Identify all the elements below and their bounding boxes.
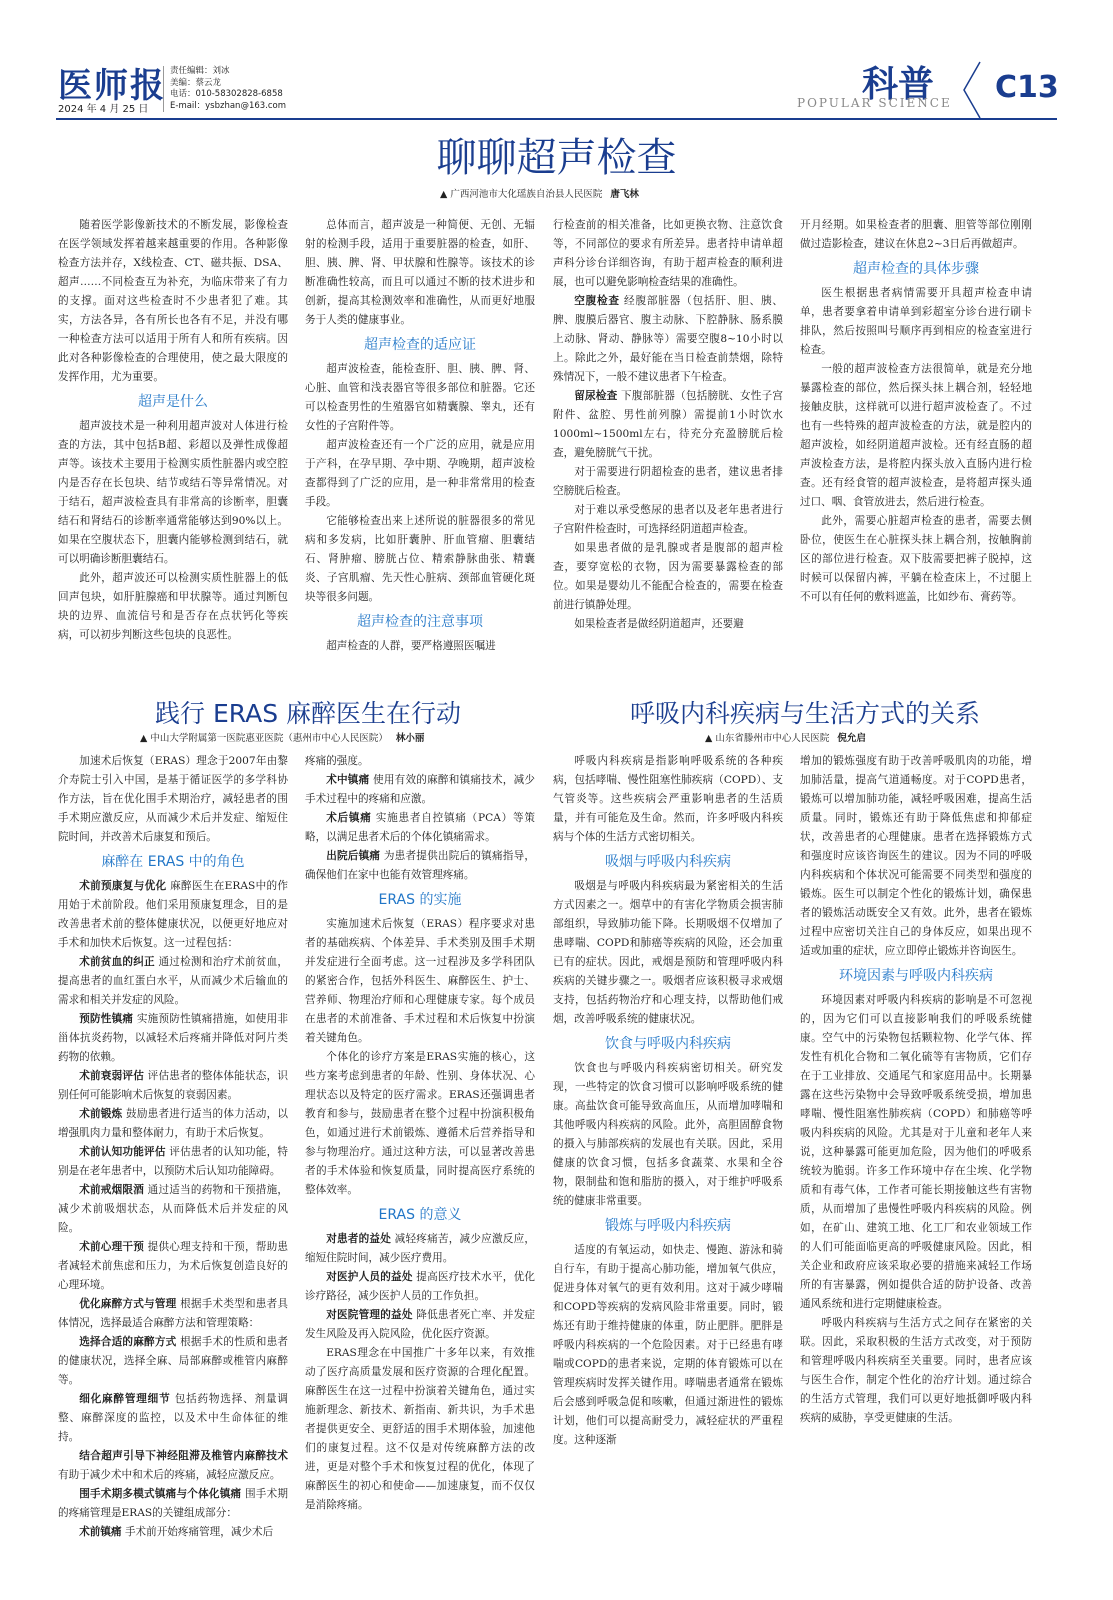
keyword: 术前心理干预 bbox=[79, 1241, 145, 1253]
paragraph bbox=[305, 847, 535, 885]
paragraph bbox=[58, 1067, 288, 1105]
keyword: 围手术期多模式镇痛与个体化镇痛 bbox=[79, 1488, 242, 1500]
editor-line: 责任编辑：刘冰 bbox=[170, 66, 230, 76]
paragraph bbox=[305, 1306, 535, 1344]
paragraph-text: 有助于减少术中和术后的疼痛，减轻应激反应。 bbox=[58, 1469, 281, 1481]
keyword: 结合超声引导下神经阻滞及椎管内麻醉技术 bbox=[79, 1450, 288, 1462]
paragraph: 一般的超声波检查方法很简单，就是充分地暴露检查的部位，然后探头抹上耦合剂，轻轻地接触皮肤，这样就可以进行超声波检查了。不过也有一些特殊的超声波检查的方法，就是腔内的超声波检，如经阴道超声波检。还有经直肠的超声波检查方法，是将腔内探头放入直肠内进行检查。还有经食管的超声波检查，是将超声探头通过口、咽、食管放进去，然后进行检查。 bbox=[800, 363, 1032, 508]
keyword: 术前认知功能评估 bbox=[79, 1146, 166, 1158]
paragraph: 超声波检查，能检查肝、胆、胰、脾、肾、心脏、血管和浅表器官等很多部位和脏器。它还可以检查男性的生殖器官如精囊腺、睾丸，还有女性的子宫附件等。 bbox=[305, 363, 535, 432]
paragraph bbox=[58, 1238, 288, 1295]
paragraph-text: 为患者提供出院后的镇痛指导，确保他们在家中也能有效管理疼痛。 bbox=[305, 850, 535, 881]
editor-info bbox=[163, 66, 286, 112]
paragraph bbox=[58, 953, 288, 1010]
paragraph-text: 围手术期的疼痛管理是ERAS的关键组成部分： bbox=[58, 1488, 288, 1519]
paragraph: 此外，需要心脏超声检查的患者，需要去侧卧位，使医生在心脏探头抹上耦合剂，按触胸前区的部位进行检查。双下肢需要把裤子脱掉，这时候可以保留内裤，平躺在检查床上，不过腿上不可以有任何的敷料遮盖，比如纱布、膏药等。 bbox=[800, 515, 1032, 603]
paragraph-text: 经腹部脏器（包括肝、胆、胰、脾、腹膜后器官、腹主动脉、下腔静脉、肠系膜上动脉、肾动、静脉等）需要空腹8~10小时以上。除此之外，最好能在当日检查前禁烟，除特殊情况下，一般不建议患者下午检查。 bbox=[553, 295, 783, 383]
paragraph: 呼吸内科疾病与生活方式之间存在紧密的关联。因此，采取积极的生活方式改变，对于预防和管理呼吸内科疾病至关重要。同时，患者应该与医生合作，制定个性化的治疗计划。通过综合的生活方式管理，我们可以更好地抵御呼吸内科疾病的威胁，享受更健康的生活。 bbox=[800, 1317, 1032, 1424]
paragraph bbox=[553, 387, 783, 463]
paragraph bbox=[305, 771, 535, 809]
keyword: 术前锻炼 bbox=[79, 1108, 123, 1120]
paragraph bbox=[58, 1105, 288, 1143]
paragraph bbox=[553, 292, 783, 387]
subheading: ERAS 的意义 bbox=[378, 1207, 462, 1223]
article-title: 呼吸内科疾病与生活方式的关系 bbox=[630, 699, 981, 728]
article-byline bbox=[140, 730, 424, 744]
byline-org: ▲ 广西河池市大化瑶族自治县人民医院 bbox=[440, 189, 603, 200]
paragraph bbox=[305, 1268, 535, 1306]
subheading: 超声检查的具体步骤 bbox=[853, 261, 979, 277]
paragraph: 如果患者做的是乳腺或者是腹部的超声检查，要穿宽松的衣物，因为需要暴露检查的部位。如果是婴幼儿不能配合检查的，需要在检查前进行镇静处理。 bbox=[553, 542, 783, 611]
article-column bbox=[305, 216, 535, 686]
keyword: 选择合适的麻醉方式 bbox=[79, 1336, 177, 1348]
paragraph-text: 下腹部脏器（包括膀胱、女性子宫附件、盆腔、男性前列腺）需提前1小时饮水1000ml~1500ml左右，待充分充盈膀胱后检查，避免膀胱气干扰。 bbox=[553, 390, 783, 459]
keyword: 对医护人员的益处 bbox=[326, 1271, 413, 1283]
keyword: 预防性镇痛 bbox=[79, 1013, 134, 1025]
paragraph: 对于难以承受憋尿的患者以及老年患者进行子宫附件检查时，可选择经阴道超声检查。 bbox=[553, 504, 783, 535]
paragraph-text: 通过检测和治疗术前贫血，提高患者的血红蛋白水平，从而减少术后输血的需求和相关并发症的风险。 bbox=[58, 956, 288, 1006]
article-column bbox=[800, 752, 1032, 1552]
paragraph: 超声检查的人群，要严格遵照医嘱进 bbox=[326, 640, 496, 652]
paragraph bbox=[58, 877, 288, 953]
paragraph-text: 减轻疼痛苦，减少应激反应，缩短住院时间，减少医疗费用。 bbox=[305, 1233, 535, 1264]
paragraph-text: 提高医疗技术水平，优化诊疗路径，减少医护人员的工作负担。 bbox=[305, 1271, 535, 1302]
article-byline bbox=[705, 730, 866, 744]
section-name: 科普 bbox=[862, 64, 935, 105]
subheading: 麻醉在 ERAS 中的角色 bbox=[101, 854, 245, 870]
paragraph: 个体化的诊疗方案是ERAS实施的核心，这些方案考虑到患者的年龄、性别、身体状况、心理状态以及特定的医疗需求。ERAS还强调患者教育和参与，鼓励患者在整个过程中扮演积极角色，如通过进行术前锻炼、遵循术后营养指导和参与物理治疗。通过这种方法，可以显著改善患者的手术体验和恢复质量，同时提高医疗系统的整体效率。 bbox=[305, 1051, 535, 1196]
byline-author: 林小丽 bbox=[395, 733, 425, 744]
header-rule bbox=[56, 118, 1057, 120]
paragraph-text: 评估患者的认知功能，特别是在老年患者中，以预防术后认知功能障碍。 bbox=[58, 1146, 288, 1177]
paragraph: 此外，超声波还可以检测实质性脏器上的低回声包块，如肝脏腺癌和甲状腺等。通过判断包块的边界、血流信号和是否存在点状钙化等疾病，可以初步判断这些包块的良恶性。 bbox=[58, 572, 288, 641]
paragraph-text: 实施预防性镇痛措施，如使用非甾体抗炎药物，以减轻术后疼痛并降低对阿片类药物的依赖。 bbox=[58, 1013, 288, 1063]
paragraph-text: 评估患者的整体体能状态，识别任何可能影响术后恢复的衰弱因素。 bbox=[58, 1070, 288, 1101]
paragraph: 它能够检查出来上述所说的脏器很多的常见病和多发病，比如肝囊肿、肝血管瘤、胆囊结石、肾肿瘤、膀胱占位、精索静脉曲张、精囊炎、子宫肌瘤、先天性心脏病、颈部血管硬化斑块等很多问题。 bbox=[305, 515, 535, 603]
paragraph: 疼痛的强度。 bbox=[305, 755, 369, 767]
paragraph-text: 降低患者死亡率、并发症发生风险及再入院风险，优化医疗资源。 bbox=[305, 1309, 535, 1340]
keyword: 术前贫血的纠正 bbox=[79, 956, 155, 968]
paragraph-text: 鼓励患者进行适当的体力活动，以增强肌肉力量和整体耐力，有助于术后恢复。 bbox=[58, 1108, 288, 1139]
paragraph: 开月经期。如果检查者的胆囊、胆管等部位刚刚做过造影检查，建议在休息2~3日后再做超声。 bbox=[800, 219, 1032, 250]
paragraph: 对于需要进行阴超检查的患者，建议患者排空膀胱后检查。 bbox=[553, 466, 783, 497]
paragraph bbox=[58, 1390, 288, 1447]
paragraph: 随着医学影像新技术的不断发展，影像检查在医学领域发挥着越来越重要的作用。各种影像检查方法并存，X线检查、CT、磁共振、DSA、超声……不同检查互为补充，为临床带来了有力的支撑。面对这些检查时不少患者犯了难。其实，方法各异，各有所长也各有不足，并没有哪一种检查方法可以适用于所有人和所有疾病。因此对各种影像检查的合理使用，使之最大限度的发挥作用，尤为重要。 bbox=[58, 219, 288, 383]
article-column bbox=[800, 216, 1032, 686]
keyword: 术中镇痛 bbox=[326, 774, 370, 786]
paragraph: 环境因素对呼吸内科疾病的影响是不可忽视的，因为它们可以直接影响我们的呼吸系统健康。空气中的污染物包括颗粒物、化学气体、挥发性有机化合物和二氧化硫等有害物质，它们存在于工业排放、交通尾气和家庭用品中。长期暴露在这些污染物中会导致呼吸系统受损，增加患哮喘、慢性阻塞性肺疾病（COPD）和肺癌等呼吸内科疾病的风险。尤其是对于儿童和老年人来说，这种暴露可能更加危险，因为他们的呼吸系统较为脆弱。许多工作环境中存在尘埃、化学物质和有毒气体，工作者可能长期接触这些有害物质，从而增加了患慢性呼吸内科疾病的风险。例如，在矿山、建筑工地、化工厂和农业领域工作的人们可能面临更高的呼吸健康风险。因此，相关企业和政府应该采取必要的措施来减轻工作场所的有害暴露，例如提供合适的防护设备、改善通风系统和进行定期健康检查。 bbox=[800, 994, 1032, 1310]
subheading: 超声检查的适应证 bbox=[364, 337, 476, 353]
article-byline bbox=[440, 186, 639, 200]
keyword: 术前预康复与优化 bbox=[79, 880, 167, 892]
keyword: 细化麻醉管理细节 bbox=[79, 1393, 171, 1405]
paragraph bbox=[58, 1485, 288, 1523]
paragraph-text: 手术前开始疼痛管理，减少术后 bbox=[124, 1526, 274, 1538]
paragraph bbox=[58, 1295, 288, 1333]
newspaper-logo: 医师报 bbox=[58, 66, 166, 106]
issue-date: 2024 年 4 月 25 日 bbox=[58, 104, 149, 115]
byline-author: 唐飞林 bbox=[610, 189, 639, 200]
paragraph bbox=[58, 1523, 288, 1542]
article-column bbox=[305, 752, 535, 1552]
paragraph: 超声波检查还有一个广泛的应用，就是应用于产科，在孕早期、孕中期、孕晚期，超声波检查都得到了广泛的应用，是一种非常常用的检查手段。 bbox=[305, 439, 535, 508]
paragraph-text: 通过适当的药物和干预措施，减少术前吸烟状态，从而降低术后并发症的风险。 bbox=[58, 1184, 288, 1234]
paragraph-text: 根据手术类型和患者具体情况，选择最适合麻醉方法和管理策略： bbox=[58, 1298, 288, 1329]
subheading: 超声检查的注意事项 bbox=[357, 614, 483, 630]
subheading: 锻炼与呼吸内科疾病 bbox=[605, 1218, 731, 1234]
paragraph: 吸烟是与呼吸内科疾病最为紧密相关的生活方式因素之一。烟草中的有害化学物质会损害肺部组织，导致肺功能下降。长期吸烟不仅增加了患哮喘、COPD和肺癌等疾病的风险，还会加重已有的症状。因此，戒烟是预防和管理呼吸内科疾病的关键步骤之一。吸烟者应该积极寻求戒烟支持，包括药物治疗和心理支持，以帮助他们戒烟，改善呼吸系统的健康状况。 bbox=[553, 880, 783, 1025]
bracket-decoration bbox=[960, 60, 982, 120]
subheading: 环境因素与呼吸内科疾病 bbox=[839, 968, 993, 984]
paragraph-text: 使用有效的麻醉和镇痛技术，减少手术过程中的疼痛和应激。 bbox=[305, 774, 535, 805]
paragraph bbox=[58, 1181, 288, 1238]
keyword: 术前戒烟限酒 bbox=[79, 1184, 145, 1196]
paragraph-text: 实施患者自控镇痛（PCA）等策略，以满足患者术后的个体化镇痛需求。 bbox=[305, 812, 535, 843]
paragraph: 适度的有氧运动，如快走、慢跑、游泳和骑自行车，有助于提高心肺功能，增加氧气供应，促进身体对氧气的更有效利用。这对于减少哮喘和COPD等疾病的发病风险非常重要。同时，锻炼还有助于维持健康的体重，防止肥胖。肥胖是呼吸内科疾病的一个危险因素。对于已经患有哮喘或COPD的患者来说，定期的体育锻炼可以在管理疾病时发挥关键作用。哮喘患者通常在锻炼后会感到呼吸急促和咳嗽，但通过渐进性的锻炼计划，他们可以提高耐受力，减轻症状的严重程度。这种逐渐 bbox=[553, 1244, 783, 1446]
paragraph-text: 根据手术的性质和患者的健康状况，选择全麻、局部麻醉或椎管内麻醉等。 bbox=[58, 1336, 288, 1386]
page-number: C13 bbox=[995, 70, 1059, 105]
subheading: 吸烟与呼吸内科疾病 bbox=[605, 854, 731, 870]
paragraph: 超声波技术是一种利用超声波对人体进行检查的方法，其中包括B超、彩超以及弹性成像超声等。该技术主要用于检测实质性脏器内或空腔内是否存在长包块、结节或结石等异常情况。对于结石，超声波检查具有非常高的诊断率，胆囊结石和肾结石的诊断率通常能够达到90%以上。如果在空腹状态下，胆囊内能够检测到结石，就可以明确诊断胆囊结石。 bbox=[58, 420, 288, 565]
keyword: 留尿检查 bbox=[574, 390, 618, 402]
paragraph bbox=[305, 1230, 535, 1268]
byline-author: 倪允启 bbox=[837, 733, 866, 744]
article-column bbox=[553, 216, 783, 686]
article-column bbox=[58, 216, 288, 686]
keyword: 出院后镇痛 bbox=[326, 850, 381, 862]
paragraph: 增加的锻炼强度有助于改善呼吸肌肉的功能，增加肺活量，提高气道通畅度。对于COPD患者，锻炼可以增加肺功能，减轻呼吸困难，提高生活质量。同时，锻炼还有助于降低焦虑和抑郁症状，改善患者的心理健康。患者在选择锻炼方式和强度时应该咨询医生的建议。因为不同的呼吸内科疾病和个体状况可能需要不同类型和强度的锻炼。医生可以制定个性化的锻炼计划，确保患者的锻炼活动既安全又有效。此外，患者在锻炼过程中应密切关注自己的身体反应，如果出现不适或加重的症状，应立即停止锻炼并咨询医生。 bbox=[800, 755, 1032, 957]
section-name-english: POPULAR SCIENCE bbox=[797, 96, 952, 110]
paragraph: 加速术后恢复（ERAS）理念于2007年由黎介寿院士引入中国，是基于循证医学的多学科协作方法，旨在优化围手术期治疗，减轻患者的围手术期应激反应，从而减少术后并发症、缩短住院时间，并改善术后康复和预后。 bbox=[58, 755, 288, 843]
article-title: 践行 ERAS 麻醉医生在行动 bbox=[155, 699, 462, 728]
keyword: 对医院管理的益处 bbox=[326, 1309, 413, 1321]
paragraph: 实施加速术后恢复（ERAS）程序要求对患者的基础疾病、个体差异、手术类别及围手术期并发症进行全面考虑。这一过程涉及多学科团队的紧密合作，包括外科医生、麻醉医生、护士、营养师、物理治疗师和心理健康专家。每个成员在患者的术前准备、手术过程和术后恢复中扮演着关键角色。 bbox=[305, 918, 535, 1044]
keyword: 优化麻醉方式与管理 bbox=[79, 1298, 177, 1310]
paragraph: 行检查前的相关准备，比如更换衣物、注意饮食等，不同部位的要求有所差异。患者持申请单超声科分诊台详细咨询，有助于超声检查的顺利进展，也可以避免影响检查结果的准确性。 bbox=[553, 219, 783, 288]
keyword: 空腹检查 bbox=[574, 295, 620, 307]
article-title: 聊聊超声检查 bbox=[436, 135, 677, 181]
paragraph: 呼吸内科疾病是指影响呼吸系统的各种疾病，包括哮喘、慢性阻塞性肺疾病（COPD）、支气管炎等。这些疾病会严重影响患者的生活质量，并有可能危及生命。然而，许多呼吸内科疾病与个体的生活方式密切相关。 bbox=[553, 755, 783, 843]
paragraph: 如果检查者是做经阴道超声，还要避 bbox=[574, 618, 744, 630]
subheading: 超声是什么 bbox=[138, 394, 208, 410]
paragraph bbox=[58, 1447, 288, 1485]
subheading: ERAS 的实施 bbox=[378, 892, 462, 908]
paragraph bbox=[58, 1010, 288, 1067]
paragraph bbox=[58, 1333, 288, 1390]
paragraph bbox=[305, 809, 535, 847]
article-column bbox=[58, 752, 288, 1552]
byline-org: ▲ 山东省滕州市中心人民医院 bbox=[705, 733, 830, 744]
byline-org: ▲ 中山大学附属第一医院惠亚医院（惠州市中心人民医院） bbox=[140, 733, 388, 744]
paragraph-text: 麻醉医生在ERAS中的作用始于术前阶段。他们采用预康复理念，目的是改善患者术前的整体健康状况，以便更好地应对手术和加快术后恢复。这一过程包括： bbox=[58, 880, 288, 949]
subheading: 饮食与呼吸内科疾病 bbox=[605, 1036, 731, 1052]
paragraph: ERAS理念在中国推广十多年以来，有效推动了医疗高质量发展和医疗资源的合理化配置。麻醉医生在这一过程中扮演着关键角色，通过实施新理念、新技术、新指南、新共识，为手术患者提供更安全、更舒适的围手术期体验，加速他们的康复过程。这不仅是对传统麻醉方法的改进，更是对整个手术和恢复过程的优化，体现了麻醉医生的初心和使命——加速康复，而不仅仅是消除疼痛。 bbox=[305, 1347, 535, 1511]
paragraph: 总体而言，超声波是一种简便、无创、无辐射的检测手段，适用于重要脏器的检查，如肝、胆、胰、脾、肾、甲状腺和性腺等。该技术的诊断准确性较高，而且可以通过不断的技术进步和创新，提高其检测效率和准确性，从而更好地服务于人类的健康事业。 bbox=[305, 219, 535, 326]
paragraph: 饮食也与呼吸内科疾病密切相关。研究发现，一些特定的饮食习惯可以影响呼吸系统的健康。高盐饮食可能导致高血压，从而增加哮喘和其他呼吸内科疾病的风险。此外，高胆固醇食物的摄入与肺部疾病的发展也有关联。因此，采用健康的饮食习惯，包括多食蔬菜、水果和全谷物，限制盐和饱和脂肪的摄入，对于维护呼吸系统的健康非常重要。 bbox=[553, 1062, 783, 1207]
editor-line: E-mail：ysbzhan@163.com bbox=[170, 100, 287, 111]
editor-line: 电话：010-58302828-6858 bbox=[170, 89, 283, 99]
paragraph: 医生根据患者病情需要开具超声检查申请单，患者要拿着申请单到彩超室分诊台进行刷卡排队，然后按照叫号顺序再到相应的检查室进行检查。 bbox=[800, 287, 1032, 356]
paragraph-text: 提供心理支持和干预，帮助患者减轻术前焦虑和压力，为术后恢复创造良好的心理环境。 bbox=[58, 1241, 288, 1291]
paragraph bbox=[58, 1143, 288, 1181]
keyword: 术后镇痛 bbox=[326, 812, 372, 824]
paragraph-text: 包括药物选择、剂量调整、麻醉深度的监控，以及术中生命体征的维持。 bbox=[58, 1393, 288, 1443]
keyword: 对患者的益处 bbox=[326, 1233, 392, 1245]
editor-line: 美编：蔡云龙 bbox=[170, 77, 222, 88]
keyword: 术前衰弱评估 bbox=[79, 1070, 145, 1082]
keyword: 术前镇痛 bbox=[79, 1526, 122, 1538]
article-column bbox=[553, 752, 783, 1552]
